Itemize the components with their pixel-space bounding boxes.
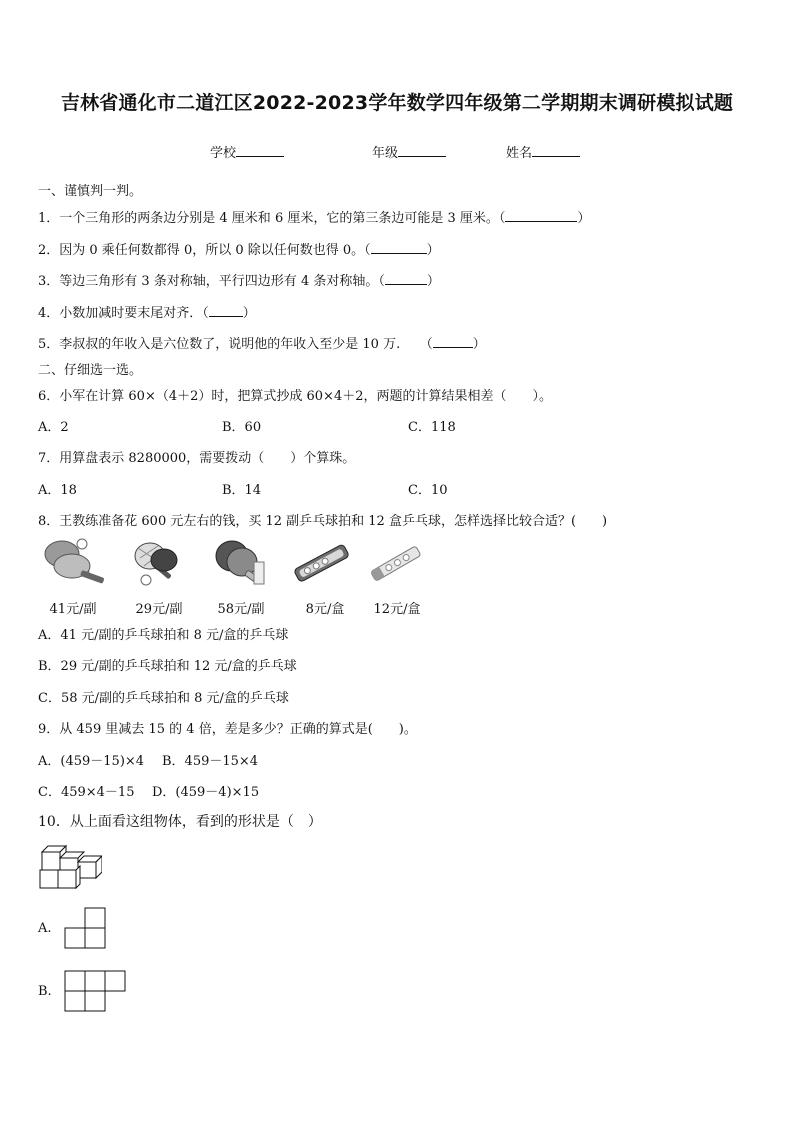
grade-label: 年级 [372, 146, 399, 161]
paddle-pair-image-3 [208, 536, 272, 592]
grade-field[interactable] [372, 142, 446, 161]
q10-option-a-label[interactable]: A. [38, 921, 52, 936]
section-1-heading: 一、谨慎判一判。 [38, 184, 143, 199]
q8-stem: 8．王教练准备花 600 元左右的钱，买 12 副乒乓球拍和 12 盒乒乓球，怎样选择比较合适？( ) [38, 514, 608, 529]
q6-option-a[interactable]: A．2 [38, 420, 69, 435]
cube-group-figure [38, 842, 102, 892]
school-label: 学校 [210, 146, 237, 161]
q7-option-a[interactable]: A．18 [38, 483, 77, 498]
name-field[interactable] [506, 142, 580, 161]
price-label-3: 58元/副 [217, 602, 265, 617]
paddle-pair-image-2 [124, 536, 188, 592]
q10-option-b-shape[interactable] [64, 970, 128, 1014]
q7-option-b[interactable]: B．14 [222, 483, 262, 498]
answer-blank-5[interactable] [433, 337, 473, 348]
answer-blank-1[interactable] [505, 211, 577, 222]
q10-option-b-label[interactable]: B. [38, 984, 52, 999]
school-field[interactable] [210, 142, 284, 161]
judge-text-1: 1．一个三角形的两条边分别是 4 厘米和 6 厘米，它的第三条边可能是 3 厘米。 [38, 211, 499, 226]
q9-option-d[interactable]: D．(459－4)×15 [152, 785, 260, 800]
judge-question-2: 2．因为 0 乘任何数都得 0，所以 0 除以任何数也得 0。（ ） [38, 243, 440, 258]
q6-option-b[interactable]: B．60 [222, 420, 262, 435]
section-2-heading: 二、仔细选一选。 [38, 363, 143, 378]
q9-option-b[interactable]: B．459－15×4 [162, 754, 259, 769]
ball-box-image-1 [288, 536, 356, 592]
judge-question-3: 3．等边三角形有 3 条对称轴，平行四边形有 4 条对称轴。（ ） [38, 274, 440, 289]
price-label-5: 12元/盒 [373, 602, 421, 617]
q10-option-a-shape[interactable] [64, 907, 108, 951]
q6-stem: 6．小军在计算 60×（4＋2）时，把算式抄成 60×4＋2，两题的计算结果相差（ ）。 [38, 389, 552, 404]
judge-question-4: 4．小数加减时要末尾对齐．（ ） [38, 306, 256, 321]
q9-option-c[interactable]: C．459×4－15 [38, 785, 135, 800]
q8-option-a[interactable]: A．41 元/副的乒乓球拍和 8 元/盒的乒乓球 [38, 628, 289, 643]
judge-text-3: 3．等边三角形有 3 条对称轴，平行四边形有 4 条对称轴。 [38, 274, 379, 289]
q9-stem: 9．从 459 里减去 15 的 4 倍，差是多少？正确的算式是( )。 [38, 722, 417, 737]
name-label: 姓名 [506, 146, 533, 161]
q6-option-c[interactable]: C．118 [408, 420, 456, 435]
judge-text-4: 4．小数加减时要末尾对齐． [38, 306, 203, 321]
judge-question-1: 1．一个三角形的两条边分别是 4 厘米和 6 厘米，它的第三条边可能是 3 厘米。（ ） [38, 211, 591, 226]
answer-blank-4[interactable] [209, 306, 243, 317]
q8-option-c[interactable]: C．58 元/副的乒乓球拍和 8 元/盒的乒乓球 [38, 691, 289, 706]
q10-stem: 10．从上面看这组物体，看到的形状是（ ） [38, 814, 322, 830]
answer-blank-3[interactable] [385, 274, 427, 285]
school-blank[interactable] [236, 144, 284, 157]
paddle-pair-image-1 [38, 536, 110, 592]
q8-option-b[interactable]: B．29 元/副的乒乓球拍和 12 元/盒的乒乓球 [38, 659, 297, 674]
price-label-2: 29元/副 [135, 602, 183, 617]
q7-stem: 7．用算盘表示 8280000，需要拨动（ ）个算珠。 [38, 451, 356, 466]
answer-blank-2[interactable] [371, 243, 427, 254]
q7-option-c[interactable]: C．10 [408, 483, 448, 498]
name-blank[interactable] [532, 144, 580, 157]
page-title: 吉林省通化市二道江区2022-2023学年数学四年级第二学期期末调研模拟试题 [60, 92, 734, 114]
grade-blank[interactable] [398, 144, 446, 157]
judge-question-5: 5．李叔叔的年收入是六位数了，说明他的年收入至少是 10 万. （ ） [38, 337, 486, 352]
ball-box-image-2 [364, 536, 428, 592]
q9-option-a[interactable]: A．(459－15)×4 [38, 754, 145, 769]
judge-text-5: 5．李叔叔的年收入是六位数了，说明他的年收入至少是 10 万. [38, 337, 401, 352]
judge-text-2: 2．因为 0 乘任何数都得 0，所以 0 除以任何数也得 0。 [38, 243, 365, 258]
price-label-1: 41元/副 [49, 602, 97, 617]
price-label-4: 8元/盒 [305, 602, 345, 617]
